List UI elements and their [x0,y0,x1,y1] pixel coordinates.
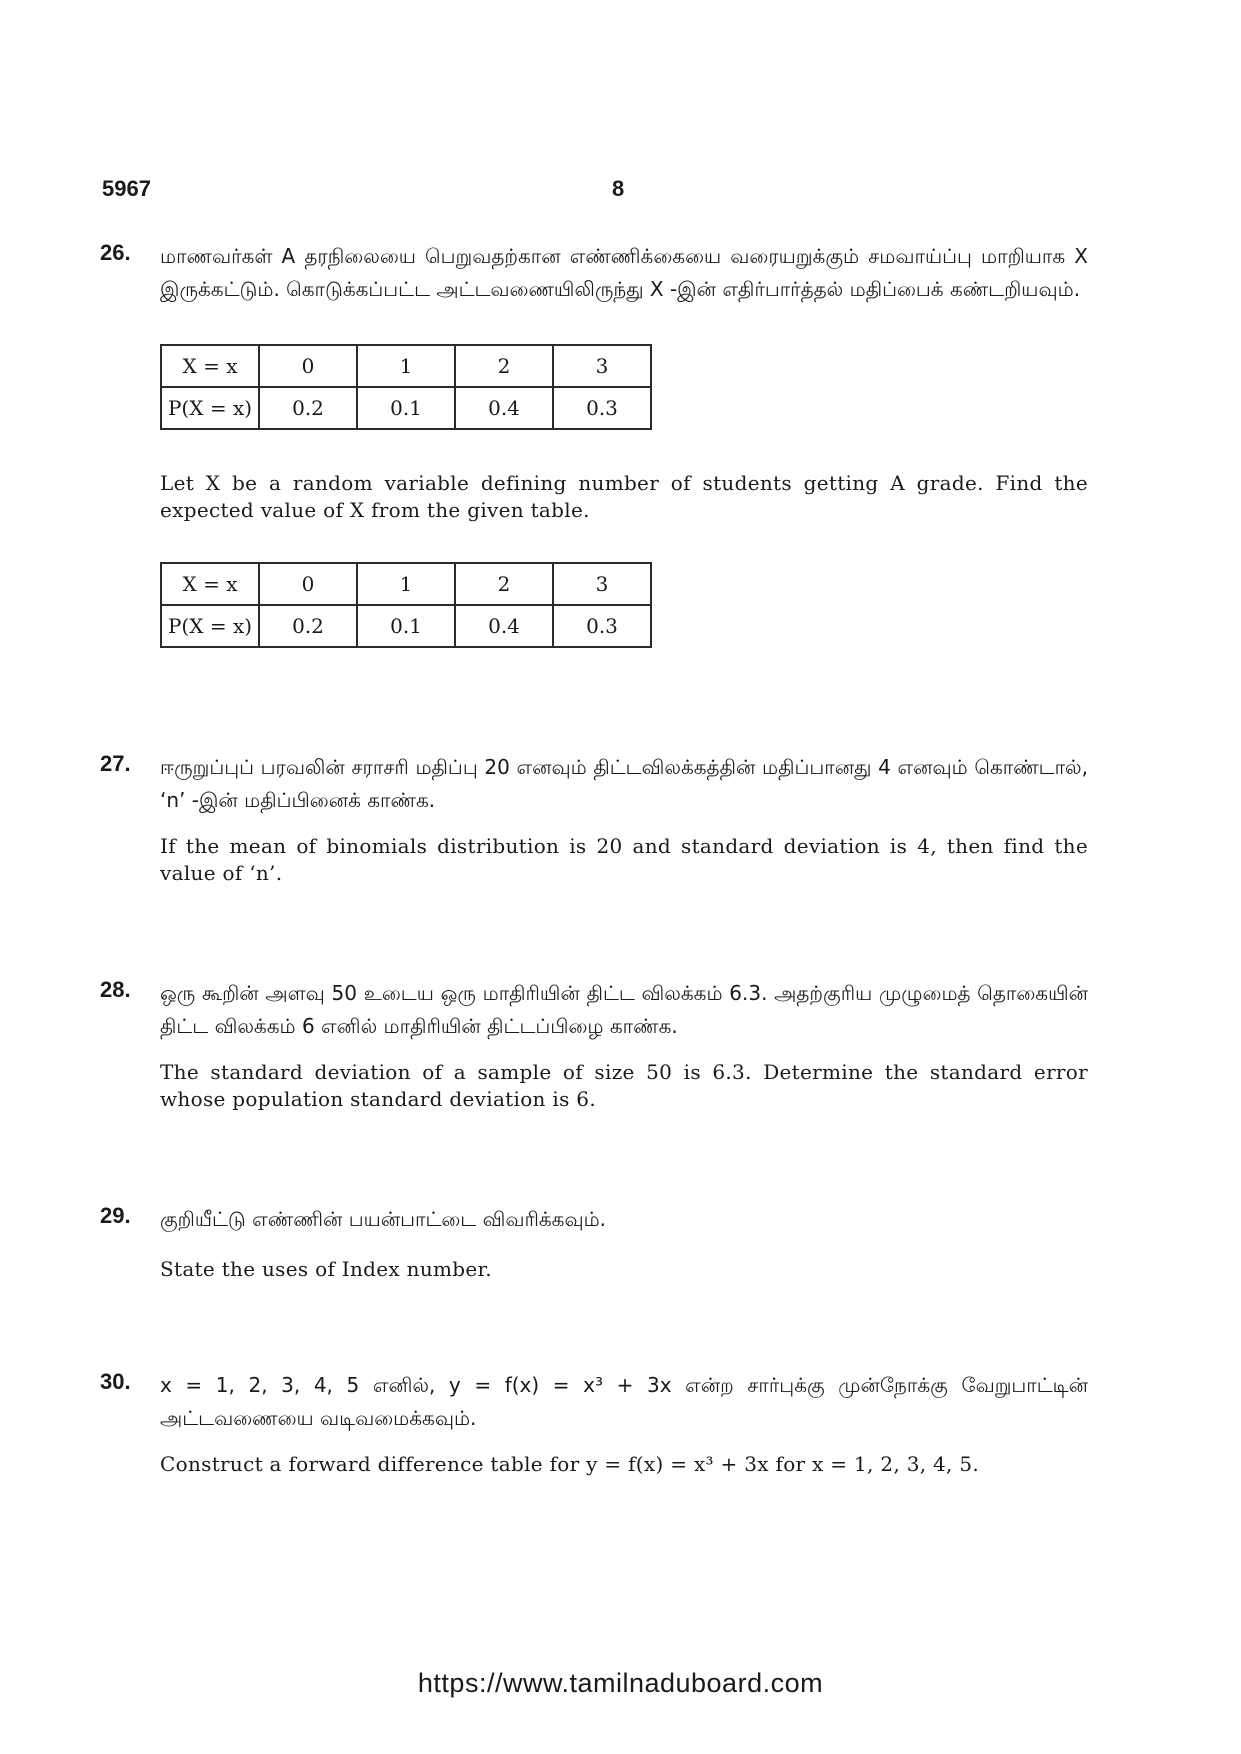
question-text-english: Let X be a random variable defining number of students getting A grade. Find the expected value of X from the given table. [160,471,1088,522]
question-number: 28. [100,977,131,1002]
question-number: 30. [100,1369,131,1394]
question-text-english: State the uses of Index number. [160,1257,492,1281]
question-text-english: Construct a forward difference table for y = f(x) = x³ + 3x for x = 1, 2, 3, 4, 5. [160,1452,980,1476]
question-text-tamil: x = 1, 2, 3, 4, 5 எனில், y = f(x) = x³ + 3x என்ற சார்புக்கு முன்நோக்கு வேறுபாட்டின் அட்டவணையை வடிவமைக்கவும். [160,1373,1088,1430]
table-cell: 0.2 [259,605,357,647]
question-number: 27. [100,751,131,776]
table-cell: 0.2 [259,387,357,429]
probability-table-english [160,562,652,648]
table-cell: 2 [455,563,553,605]
table-row [161,563,651,605]
question-28 [100,977,1090,1113]
table-row-label: X = x [161,345,259,387]
question-text-tamil: ஒரு கூறின் அளவு 50 உடைய ஒரு மாதிரியின் திட்ட விலக்கம் 6.3. அதற்குரிய முழுமைத் தொகையின் திட்ட விலக்கம் 6 எனில் மாதிரியின் திட்டப்பிழை காண்க. [160,981,1088,1038]
table-row [161,387,651,429]
table-cell: 0.1 [357,387,455,429]
table-row-label: P(X = x) [161,605,259,647]
page-number: 8 [612,176,625,201]
table-cell: 0.3 [553,387,651,429]
table-cell: 0.4 [455,605,553,647]
question-number: 29. [100,1203,131,1228]
table-row [161,605,651,647]
table-row [161,345,651,387]
table-cell: 0.4 [455,387,553,429]
table-row-label: P(X = x) [161,387,259,429]
table-cell: 3 [553,345,651,387]
table-cell: 0 [259,345,357,387]
question-30 [100,1369,1090,1478]
question-text-tamil: ஈருறுப்புப் பரவலின் சராசரி மதிப்பு 20 எனவும் திட்டவிலக்கத்தின் மதிப்பானது 4 எனவும் கொண்டால், ‘n’ -இன் மதிப்பினைக் காண்க. [160,755,1088,812]
table-row-label: X = x [161,563,259,605]
question-27 [100,751,1090,887]
probability-table-tamil [160,344,652,430]
question-29 [100,1203,1090,1283]
question-text-english: If the mean of binomials distribution is 20 and standard deviation is 4, then find the value of ‘n’. [160,834,1088,885]
question-text-tamil: குறியீட்டு எண்ணின் பயன்பாட்டை விவரிக்கவும். [160,1207,607,1231]
question-text-tamil: மாணவர்கள் A தரநிலையை பெறுவதற்கான எண்ணிக்கையை வரையறுக்கும் சமவாய்ப்பு மாறியாக X இருக்கட்டும். கொடுக்கப்பட்ட அட்டவணையிலிருந்து X -இன் எதிர்பார்த்தல் மதிப்பைக் கண்டறியவும். [160,244,1088,301]
table-cell: 0.3 [553,605,651,647]
footer-url[interactable]: https://www.tamilnaduboard.com [417,1668,824,1698]
table-cell: 1 [357,345,455,387]
table-cell: 2 [455,345,553,387]
table-cell: 3 [553,563,651,605]
question-26 [100,240,1090,648]
table-cell: 1 [357,563,455,605]
table-cell: 0 [259,563,357,605]
table-cell: 0.1 [357,605,455,647]
question-text-english: The standard deviation of a sample of size 50 is 6.3. Determine the standard error whose population standard deviation is 6. [160,1060,1088,1111]
paper-code: 5967 [102,176,151,201]
question-number: 26. [100,240,131,265]
